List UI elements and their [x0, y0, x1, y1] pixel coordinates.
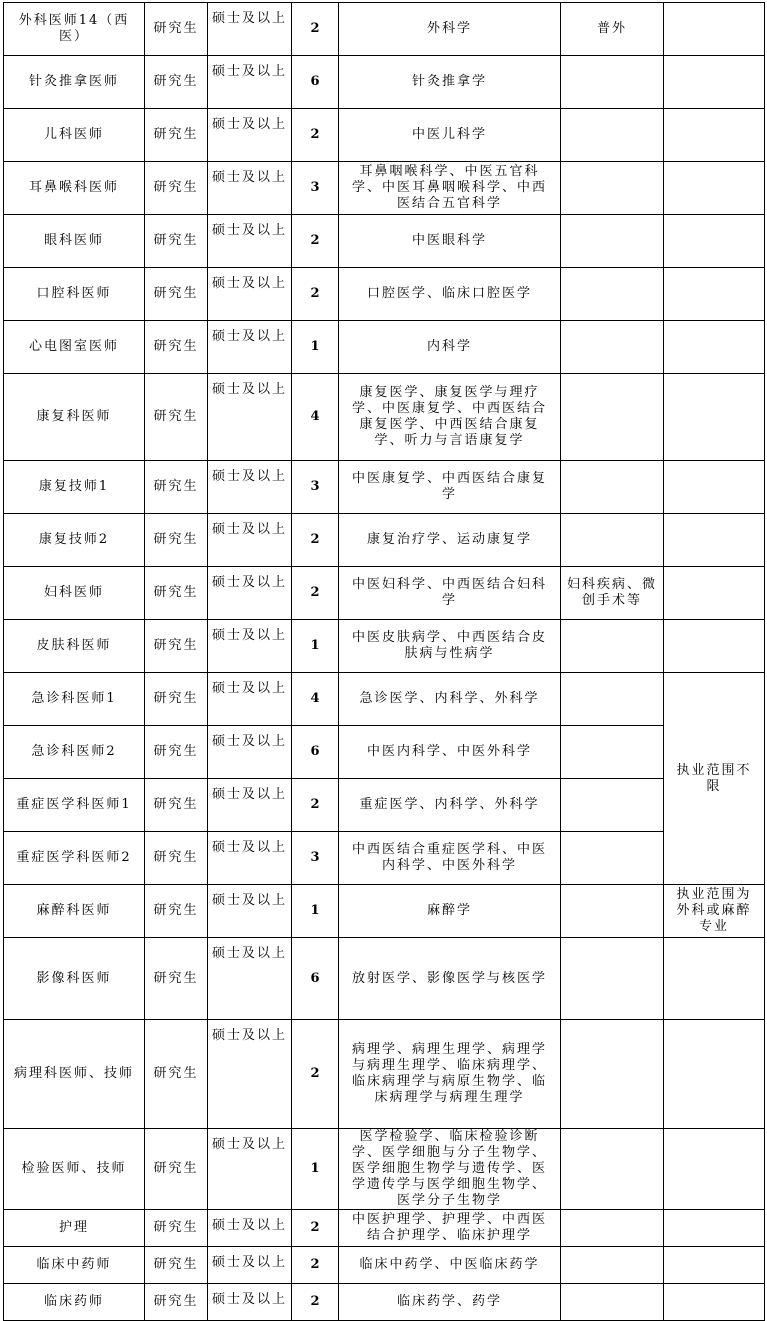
- degree-cell: 硕士及以上: [208, 162, 292, 215]
- major-cell: 医学检验学、临床检验诊断学、医学细胞与分子生物学、医学细胞生物学与遗传学、医学遗传学与医学细胞生物学、医学分子生物学: [339, 1129, 561, 1210]
- direction-cell: [561, 321, 664, 374]
- direction-cell: [561, 374, 664, 461]
- major-cell: 重症医学、内科学、外科学: [339, 779, 561, 832]
- education-cell: 研究生: [145, 162, 208, 215]
- position-cell: 护理: [4, 1210, 145, 1247]
- major-cell: 中医儿科学: [339, 109, 561, 162]
- direction-cell: [561, 56, 664, 109]
- major-cell: 中医内科学、中医外科学: [339, 726, 561, 779]
- note-cell: [664, 215, 765, 268]
- position-cell: 急诊科医师1: [4, 673, 145, 726]
- count-cell: 4: [292, 673, 339, 726]
- direction-cell: [561, 779, 664, 832]
- education-cell: 研究生: [145, 1284, 208, 1321]
- education-cell: 研究生: [145, 321, 208, 374]
- degree-cell: 硕士及以上: [208, 1020, 292, 1129]
- degree-cell: 硕士及以上: [208, 374, 292, 461]
- count-cell: 2: [292, 514, 339, 567]
- count-cell: 2: [292, 109, 339, 162]
- direction-cell: [561, 620, 664, 673]
- degree-cell: 硕士及以上: [208, 832, 292, 885]
- education-cell: 研究生: [145, 3, 208, 56]
- table-row: [4, 1129, 765, 1210]
- direction-cell: [561, 268, 664, 321]
- major-cell: 口腔医学、临床口腔医学: [339, 268, 561, 321]
- major-cell: 中西医结合重症医学科、中医内科学、中医外科学: [339, 832, 561, 885]
- table-row: [4, 56, 765, 109]
- education-cell: 研究生: [145, 215, 208, 268]
- count-cell: 6: [292, 726, 339, 779]
- position-cell: 妇科医师: [4, 567, 145, 620]
- position-cell: 眼科医师: [4, 215, 145, 268]
- note-cell: [664, 162, 765, 215]
- degree-cell: 硕士及以上: [208, 461, 292, 514]
- major-cell: 中医妇科学、中西医结合妇科学: [339, 567, 561, 620]
- direction-cell: [561, 673, 664, 726]
- count-cell: 2: [292, 1247, 339, 1284]
- count-cell: 3: [292, 832, 339, 885]
- position-cell: 临床中药师: [4, 1247, 145, 1284]
- table-body: [4, 3, 765, 1321]
- table-row: [4, 162, 765, 215]
- table-row: [4, 567, 765, 620]
- recruitment-table: [3, 2, 765, 1321]
- major-cell: 病理学、病理生理学、病理学与病理生理学、临床病理学、临床病理学与病原生物学、临床病理学与病理生理学: [339, 1020, 561, 1129]
- education-cell: 研究生: [145, 567, 208, 620]
- position-cell: 心电图室医师: [4, 321, 145, 374]
- table-row: [4, 885, 765, 938]
- note-cell: [664, 514, 765, 567]
- table-row: [4, 514, 765, 567]
- position-cell: 影像科医师: [4, 938, 145, 1020]
- note-cell: [664, 109, 765, 162]
- education-cell: 研究生: [145, 109, 208, 162]
- major-cell: 康复医学、康复医学与理疗学、中医康复学、中西医结合康复医学、中西医结合康复学、听力与言语康复学: [339, 374, 561, 461]
- count-cell: 3: [292, 461, 339, 514]
- count-cell: 2: [292, 268, 339, 321]
- major-cell: 放射医学、影像医学与核医学: [339, 938, 561, 1020]
- note-cell: [664, 321, 765, 374]
- table-row: [4, 779, 765, 832]
- note-cell: [664, 1129, 765, 1210]
- degree-cell: 硕士及以上: [208, 215, 292, 268]
- education-cell: 研究生: [145, 1020, 208, 1129]
- position-cell: 耳鼻喉科医师: [4, 162, 145, 215]
- count-cell: 2: [292, 215, 339, 268]
- position-cell: 外科医师14（西医）: [4, 3, 145, 56]
- position-cell: 康复技师1: [4, 461, 145, 514]
- table-row: [4, 461, 765, 514]
- education-cell: 研究生: [145, 832, 208, 885]
- count-cell: 1: [292, 1129, 339, 1210]
- table-row: [4, 321, 765, 374]
- degree-cell: 硕士及以上: [208, 1129, 292, 1210]
- education-cell: 研究生: [145, 726, 208, 779]
- education-cell: 研究生: [145, 938, 208, 1020]
- position-cell: 重症医学科医师2: [4, 832, 145, 885]
- table-row: [4, 1210, 765, 1247]
- note-cell: [664, 1020, 765, 1129]
- degree-cell: 硕士及以上: [208, 620, 292, 673]
- education-cell: 研究生: [145, 268, 208, 321]
- count-cell: 2: [292, 779, 339, 832]
- degree-cell: 硕士及以上: [208, 268, 292, 321]
- position-cell: 康复科医师: [4, 374, 145, 461]
- table-row: [4, 1247, 765, 1284]
- direction-cell: [561, 109, 664, 162]
- major-cell: 临床中药学、中医临床药学: [339, 1247, 561, 1284]
- major-cell: 中医康复学、中西医结合康复学: [339, 461, 561, 514]
- table-row: [4, 374, 765, 461]
- position-cell: 口腔科医师: [4, 268, 145, 321]
- table-row: [4, 268, 765, 321]
- major-cell: 临床药学、药学: [339, 1284, 561, 1321]
- major-cell: 中医护理学、护理学、中西医结合护理学、临床护理学: [339, 1210, 561, 1247]
- direction-cell: 普外: [561, 3, 664, 56]
- count-cell: 2: [292, 1020, 339, 1129]
- degree-cell: 硕士及以上: [208, 726, 292, 779]
- education-cell: 研究生: [145, 514, 208, 567]
- education-cell: 研究生: [145, 885, 208, 938]
- direction-cell: [561, 726, 664, 779]
- count-cell: 3: [292, 162, 339, 215]
- major-cell: 内科学: [339, 321, 561, 374]
- major-cell: 急诊医学、内科学、外科学: [339, 673, 561, 726]
- direction-cell: [561, 1020, 664, 1129]
- direction-cell: [561, 162, 664, 215]
- degree-cell: 硕士及以上: [208, 567, 292, 620]
- position-cell: 急诊科医师2: [4, 726, 145, 779]
- position-cell: 重症医学科医师1: [4, 779, 145, 832]
- position-cell: 麻醉科医师: [4, 885, 145, 938]
- note-cell: [664, 620, 765, 673]
- degree-cell: 硕士及以上: [208, 1210, 292, 1247]
- direction-cell: [561, 1284, 664, 1321]
- table-row: [4, 726, 765, 779]
- count-cell: 2: [292, 1210, 339, 1247]
- degree-cell: 硕士及以上: [208, 779, 292, 832]
- table-row: [4, 109, 765, 162]
- direction-cell: [561, 1129, 664, 1210]
- major-cell: 麻醉学: [339, 885, 561, 938]
- count-cell: 1: [292, 885, 339, 938]
- note-cell: [664, 567, 765, 620]
- direction-cell: [561, 832, 664, 885]
- major-cell: 中医皮肤病学、中西医结合皮肤病与性病学: [339, 620, 561, 673]
- position-cell: 检验医师、技师: [4, 1129, 145, 1210]
- degree-cell: 硕士及以上: [208, 56, 292, 109]
- direction-cell: [561, 938, 664, 1020]
- table-row: [4, 832, 765, 885]
- degree-cell: 硕士及以上: [208, 3, 292, 56]
- count-cell: 2: [292, 567, 339, 620]
- degree-cell: 硕士及以上: [208, 885, 292, 938]
- position-cell: 儿科医师: [4, 109, 145, 162]
- major-cell: 康复治疗学、运动康复学: [339, 514, 561, 567]
- degree-cell: 硕士及以上: [208, 321, 292, 374]
- degree-cell: 硕士及以上: [208, 1284, 292, 1321]
- position-cell: 康复技师2: [4, 514, 145, 567]
- major-cell: 耳鼻咽喉科学、中医五官科学、中医耳鼻咽喉科学、中西医结合五官科学: [339, 162, 561, 215]
- note-cell: [664, 938, 765, 1020]
- note-cell: [664, 268, 765, 321]
- note-cell: [664, 1247, 765, 1284]
- note-cell: [664, 461, 765, 514]
- note-cell: [664, 56, 765, 109]
- table-row: [4, 215, 765, 268]
- education-cell: 研究生: [145, 779, 208, 832]
- count-cell: 1: [292, 620, 339, 673]
- merged-note-cell: 执业范围不限: [664, 673, 765, 885]
- table-row: [4, 1284, 765, 1321]
- direction-cell: [561, 461, 664, 514]
- direction-cell: [561, 215, 664, 268]
- degree-cell: 硕士及以上: [208, 938, 292, 1020]
- note-cell: [664, 1284, 765, 1321]
- count-cell: 6: [292, 56, 339, 109]
- count-cell: 1: [292, 321, 339, 374]
- direction-cell: 妇科疾病、微创手术等: [561, 567, 664, 620]
- major-cell: 中医眼科学: [339, 215, 561, 268]
- education-cell: 研究生: [145, 461, 208, 514]
- degree-cell: 硕士及以上: [208, 109, 292, 162]
- direction-cell: [561, 885, 664, 938]
- direction-cell: [561, 1210, 664, 1247]
- note-cell: [664, 3, 765, 56]
- education-cell: 研究生: [145, 1247, 208, 1284]
- direction-cell: [561, 514, 664, 567]
- count-cell: 6: [292, 938, 339, 1020]
- education-cell: 研究生: [145, 673, 208, 726]
- degree-cell: 硕士及以上: [208, 514, 292, 567]
- education-cell: 研究生: [145, 374, 208, 461]
- note-cell: [664, 1210, 765, 1247]
- position-cell: 皮肤科医师: [4, 620, 145, 673]
- count-cell: 2: [292, 3, 339, 56]
- count-cell: 4: [292, 374, 339, 461]
- position-cell: 病理科医师、技师: [4, 1020, 145, 1129]
- direction-cell: [561, 1247, 664, 1284]
- note-cell: 执业范围为外科或麻醉专业: [664, 885, 765, 938]
- education-cell: 研究生: [145, 1129, 208, 1210]
- education-cell: 研究生: [145, 620, 208, 673]
- table-row: [4, 938, 765, 1020]
- table-row: [4, 673, 765, 726]
- education-cell: 研究生: [145, 1210, 208, 1247]
- major-cell: 针灸推拿学: [339, 56, 561, 109]
- note-cell: [664, 374, 765, 461]
- table-row: [4, 1020, 765, 1129]
- degree-cell: 硕士及以上: [208, 673, 292, 726]
- position-cell: 临床药师: [4, 1284, 145, 1321]
- table-row: [4, 620, 765, 673]
- count-cell: 2: [292, 1284, 339, 1321]
- position-cell: 针灸推拿医师: [4, 56, 145, 109]
- major-cell: 外科学: [339, 3, 561, 56]
- table-row: [4, 3, 765, 56]
- degree-cell: 硕士及以上: [208, 1247, 292, 1284]
- education-cell: 研究生: [145, 56, 208, 109]
